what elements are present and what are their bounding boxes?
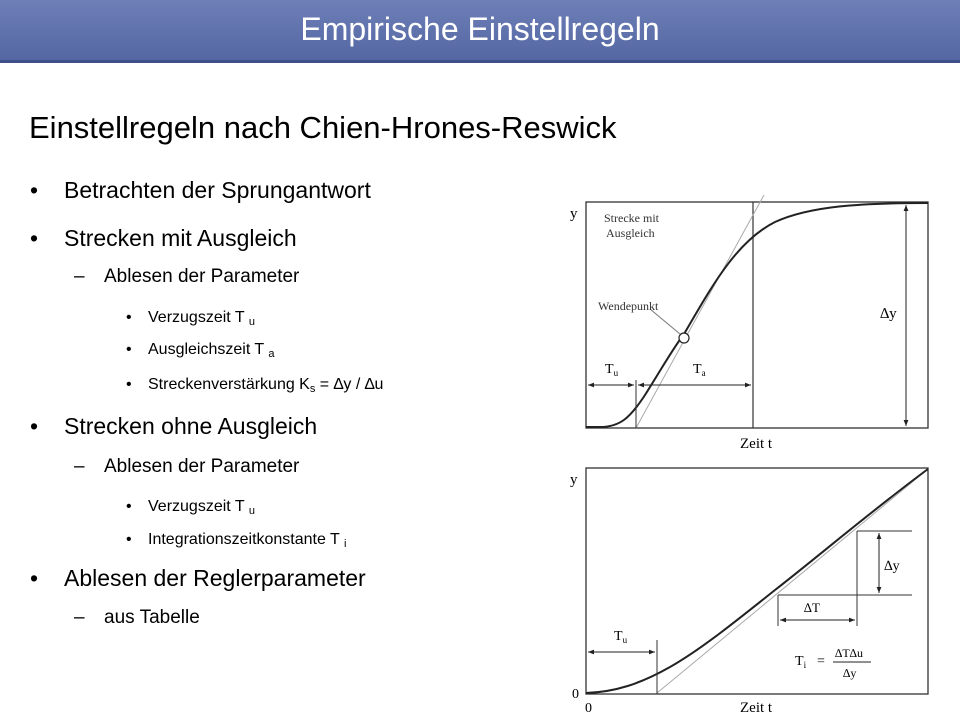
figure1-title-line1: Strecke mit	[604, 211, 659, 225]
bullet-ti: • Integrationszeitkonstante T $_i$	[148, 530, 346, 554]
bullet-with-balance: • Strecken mit Ausgleich	[64, 224, 297, 252]
figure2-equals: =	[817, 654, 825, 669]
figure2-ti-label: $T_i$	[795, 654, 807, 670]
bullet-tu: • Verzugszeit T $_u$	[148, 308, 255, 332]
bullet-read-parameters-1: – Ablesen der Parameter	[104, 265, 299, 289]
bullet-from-table: – aus Tabelle	[104, 606, 200, 630]
figure1-title-line2: Ausgleich	[606, 226, 655, 240]
figure2-tu-label: $T_u$	[614, 629, 628, 645]
bullet-controller-params: • Ablesen der Reglerparameter	[64, 564, 366, 592]
figure2-dt-label: ∆T	[804, 600, 820, 615]
figure1-ta-label: $T_a$	[693, 362, 706, 378]
bullet-ta: • Ausgleichszeit T $_a$	[148, 340, 275, 364]
figure2-fraction-numerator: ∆T∆u	[835, 646, 864, 660]
figure2-dy-label: ∆y	[884, 559, 900, 574]
bullet-ks: • Streckenverstärkung $K_s = \Delta y / \Delta u$	[148, 375, 383, 399]
figure1-inflection-point	[679, 333, 689, 343]
section-heading: Einstellregeln nach Chien-Hrones-Reswick	[29, 110, 617, 145]
bullet-tu-2: • Verzugszeit T $_u$	[148, 497, 255, 521]
figure2-y-label: y	[570, 472, 578, 488]
bullet-step-response: • Betrachten der Sprungantwort	[64, 176, 371, 204]
figure2-x-label: Zeit t	[740, 700, 773, 716]
figure1-y-label: y	[570, 206, 578, 222]
figure2-origin-x: 0	[585, 701, 592, 716]
figure2-frame	[586, 468, 928, 694]
bullet-without-balance: • Strecken ohne Ausgleich	[64, 412, 317, 440]
figure-without-balance	[570, 468, 928, 716]
figure-with-balance	[570, 195, 928, 452]
figure1-dy-label: ∆y	[880, 306, 897, 322]
slide-title: Empirische Einstellregeln	[300, 11, 660, 47]
bullet-read-parameters-2: – Ablesen der Parameter	[104, 455, 299, 479]
figure2-origin-y: 0	[572, 687, 579, 702]
figure1-inflection-label: Wendepunkt	[598, 299, 659, 313]
figure1-x-label: Zeit t	[740, 436, 773, 452]
figure1-tu-label: $T_u$	[605, 362, 619, 378]
figure2-fraction-denominator: ∆y	[843, 666, 857, 680]
